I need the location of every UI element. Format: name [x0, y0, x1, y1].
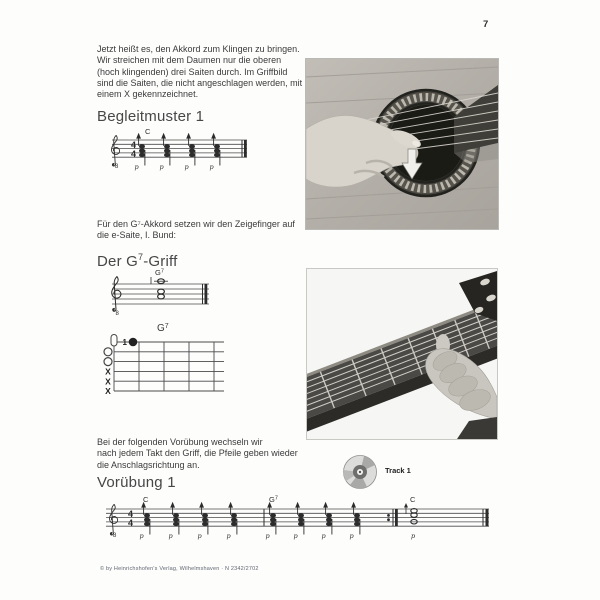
thumb-mark: p	[265, 532, 270, 540]
time-signature-bottom: 4	[131, 148, 137, 159]
heading-text: Der G	[97, 253, 139, 270]
intro-line: Wir streichen mit dem Daumen nur die oberen	[97, 55, 282, 66]
photo-strumming-hand	[305, 58, 499, 230]
heading-text: -Griff	[143, 253, 178, 270]
strummed-chord	[351, 502, 360, 535]
diagram-frets	[114, 342, 214, 391]
final-barline-thin	[483, 509, 484, 526]
chord-label: $G^7$	[155, 268, 164, 277]
open-string-marker	[104, 358, 112, 366]
chord-label: C	[145, 127, 151, 136]
thumb-mark: p	[321, 532, 326, 540]
footer-imprint: © by Heinrichshofen's Verlag, Wilhelmshaven · N 2342/2702	[100, 566, 259, 572]
page-number: 7	[483, 19, 489, 30]
thumb-mark: p	[209, 163, 214, 171]
intro-line: sind die Saiten, die nicht angeschlagen werden, mit	[97, 77, 303, 88]
g7-paragraph	[97, 219, 295, 242]
time-signature-top: 4	[131, 139, 137, 150]
section-heading-begleitmuster: Begleitmuster 1	[97, 108, 205, 125]
g7-line: die e-Saite, I. Bund:	[97, 230, 177, 241]
strummed-chord	[211, 133, 220, 166]
intro-line: (hoch klingenden) drei Saiten durch. Im Griffbild	[97, 66, 288, 77]
voruebung-paragraph	[97, 437, 298, 471]
diagram-strings	[114, 342, 224, 391]
music-staff-g7	[90, 264, 230, 324]
open-string-marker	[104, 348, 112, 356]
photo-strumming-illustration	[306, 59, 498, 229]
heading-sup: 7	[138, 252, 144, 262]
strummed-chord	[199, 502, 208, 535]
time-signature-top: 4	[128, 508, 134, 519]
thumb-mark: p	[197, 532, 202, 540]
chord-label: $G^7$	[269, 495, 278, 504]
final-barline-thick	[205, 284, 208, 304]
strummed-chord	[323, 502, 332, 535]
voruebung-line: Bei der folgenden Vorübung wechseln wir	[97, 437, 263, 447]
muted-string-marker: X	[105, 386, 111, 397]
intro-paragraph	[97, 44, 302, 100]
music-staff-begleitmuster	[90, 125, 260, 180]
strummed-chord	[170, 502, 179, 535]
octave-mark: 8	[115, 164, 119, 170]
thumb-mark: p	[293, 532, 298, 540]
thumb-mark: p	[159, 163, 164, 171]
thumb-mark: p	[226, 532, 231, 540]
strummed-chord	[228, 502, 237, 535]
strum-arrowhead	[404, 503, 408, 508]
finger-dot	[129, 338, 138, 347]
muted-string-marker: X	[105, 376, 111, 387]
nut-marker	[111, 335, 117, 347]
strummed-chord	[295, 502, 304, 535]
octave-mark: 8	[115, 311, 119, 317]
thumb-mark: p	[134, 163, 139, 171]
strummed-chord	[141, 502, 150, 535]
music-staff-voruebung	[70, 494, 510, 549]
final-barline-thin	[202, 284, 203, 304]
g7-chord-diagram	[85, 318, 235, 403]
cd-icon	[340, 452, 380, 492]
g7-line: Für den G⁷-Akkord setzen wir den Zeigefinger auf	[97, 219, 295, 229]
intro-line: Jetzt heißt es, den Akkord zum Klingen zu bringen.	[97, 44, 300, 54]
chord-label: C	[410, 495, 416, 504]
photo-fretting-hand	[306, 268, 498, 440]
octave-mark: 8	[113, 533, 117, 539]
finger-number: 1	[122, 338, 127, 347]
chord-label: C	[143, 495, 149, 504]
final-barline-thin	[242, 140, 243, 157]
muted-string-marker: X	[105, 366, 111, 377]
barline	[264, 509, 265, 526]
diagram-chord-label: $G^7$	[157, 323, 169, 334]
strummed-chord	[136, 133, 145, 166]
voruebung-line: nach jedem Takt den Griff, die Pfeile geben wieder	[97, 448, 298, 459]
thumb-mark: p	[411, 532, 416, 540]
intro-line: einem X gekennzeichnet.	[97, 89, 199, 100]
track-label: Track 1	[385, 466, 411, 475]
thumb-mark: p	[168, 532, 173, 540]
strummed-chord	[267, 502, 276, 535]
thumb-mark: p	[139, 532, 144, 540]
thumb-mark: p	[349, 532, 354, 540]
photo-fretting-illustration	[307, 269, 497, 439]
strummed-chord	[186, 133, 195, 166]
time-signature-bottom: 4	[128, 517, 134, 528]
final-barline-thick	[486, 509, 489, 526]
voruebung-line: die Anschlagsrichtung an.	[97, 459, 200, 470]
thumb-mark: p	[184, 163, 189, 171]
strummed-chord	[161, 133, 170, 166]
section-heading-voruebung: Vorübung 1	[97, 474, 176, 491]
final-barline-thick	[244, 140, 247, 157]
